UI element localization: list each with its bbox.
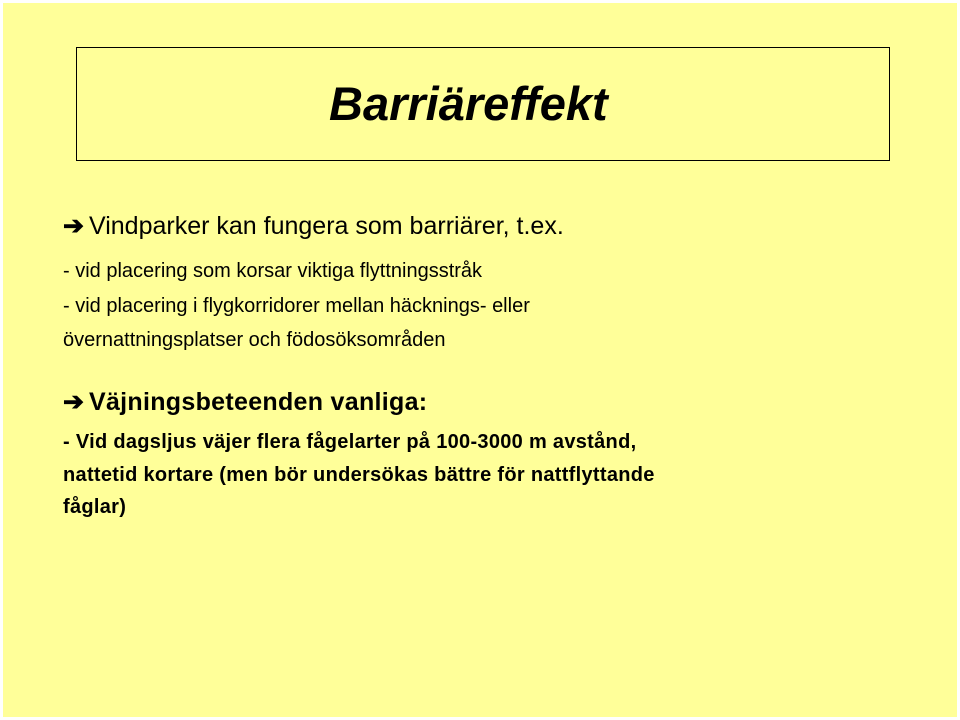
- right-arrow-icon: ➔: [63, 388, 85, 416]
- section2-heading-line: [63, 387, 427, 417]
- slide-title: Barriäreffekt: [329, 77, 608, 130]
- title-box: [76, 47, 890, 161]
- section1-heading: Vindparker kan fungera som barriärer, t.ex.: [89, 212, 564, 240]
- section2-line-2: nattetid kortare (men bör undersökas bättre för nattflyttande: [63, 464, 655, 486]
- slide: [3, 3, 957, 717]
- section2-line-1: - Vid dagsljus väjer flera fågelarter på 100-3000 m avstånd,: [63, 431, 637, 453]
- section2-heading: Väjningsbeteenden vanliga:: [89, 388, 428, 416]
- section2-line-3: fåglar): [63, 496, 127, 518]
- section1-line-3: övernattningsplatser och födosöksområden: [63, 329, 446, 351]
- section1-line-2: - vid placering i flygkorridorer mellan häcknings- eller: [63, 295, 530, 317]
- section1-line-1: - vid placering som korsar viktiga flyttningsstråk: [63, 260, 483, 282]
- right-arrow-icon: ➔: [63, 212, 84, 240]
- section1-heading-line: [63, 211, 564, 241]
